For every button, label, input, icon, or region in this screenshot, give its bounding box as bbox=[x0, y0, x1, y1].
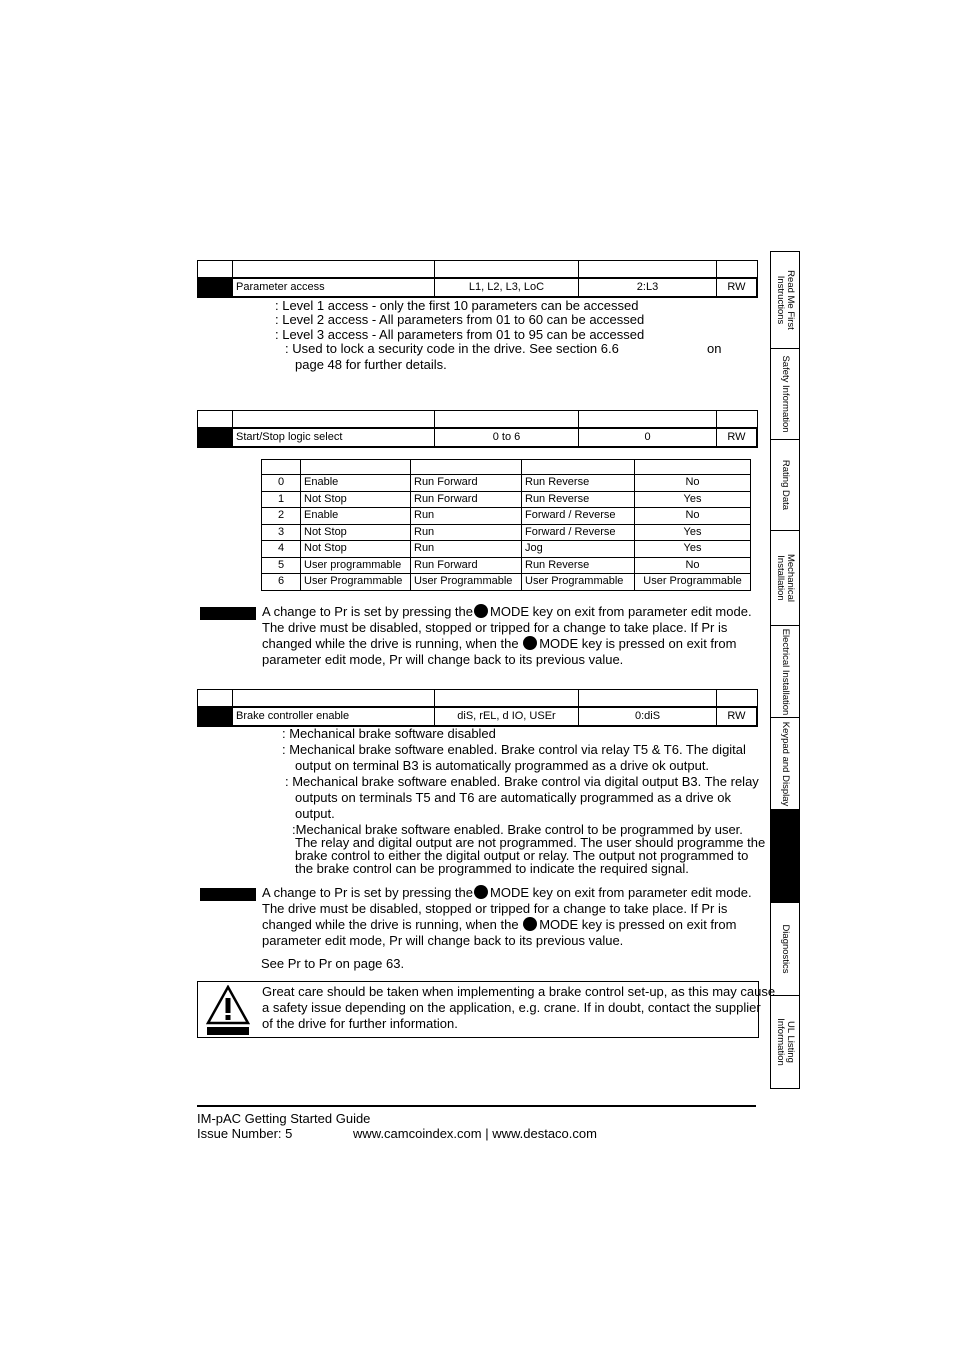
table-row: 6 User Programmable User Programmable User Programmable User Programmable bbox=[262, 574, 751, 591]
parameter-range: diS, rEL, d IO, USEr bbox=[434, 708, 578, 725]
note-line: The drive must be disabled, stopped or tripped for a change to take place. If Pr is bbox=[262, 901, 728, 916]
loc-desc: : Used to lock a security code in the drive. See section 6.6 bbox=[285, 341, 619, 356]
parameter-range: L1, L2, L3, LoC bbox=[434, 279, 578, 296]
tab-mechanical-installation[interactable]: Mechanical Installation bbox=[771, 531, 799, 626]
parameter-number-cell bbox=[198, 279, 232, 296]
footer-rule bbox=[197, 1105, 756, 1107]
logic-select-table bbox=[261, 459, 751, 591]
brake-desc: outputs on terminals T5 and T6 are automatically programmed as a drive ok bbox=[295, 790, 731, 805]
parameter-rw: RW bbox=[716, 279, 756, 296]
mode-key-icon bbox=[523, 636, 537, 650]
mode-key-icon bbox=[523, 917, 537, 931]
brake-desc: :Mechanical brake software enabled. Brake control to be programmed by user. bbox=[292, 822, 743, 837]
table-row: 1 Not Stop Run Forward Run Reverse Yes bbox=[262, 491, 751, 508]
section-tabs bbox=[770, 251, 800, 1089]
parameter-range: 0 to 6 bbox=[434, 429, 578, 446]
note-label-bar bbox=[200, 888, 256, 901]
table-row: 0 Enable Run Forward Run Reverse No bbox=[262, 475, 751, 492]
parameter-default: 0:diS bbox=[578, 708, 716, 725]
footer-website: www.camcoindex.com | www.destaco.com bbox=[353, 1126, 597, 1141]
footer-title: IM-pAC Getting Started Guide bbox=[197, 1111, 371, 1126]
loc-desc-cont: page 48 for further details. bbox=[295, 357, 447, 372]
footer-issue: Issue Number: 5 bbox=[197, 1126, 293, 1141]
brake-desc: : Mechanical brake software enabled. Brake control via digital output B3. The relay bbox=[285, 774, 759, 789]
mode-key-icon bbox=[474, 604, 488, 618]
tab-keypad-and-display[interactable]: Keypad and Display bbox=[771, 718, 799, 810]
parameter-name: Brake controller enable bbox=[232, 708, 434, 725]
parameter-number-cell bbox=[198, 708, 232, 725]
warning-line: Great care should be taken when implementing a brake control set-up, as this may cause bbox=[262, 984, 776, 999]
brake-desc: output on terminal B3 is automatically programmed as a drive ok output. bbox=[295, 758, 710, 773]
table-header-row bbox=[262, 460, 751, 475]
brake-desc: brake control to either the digital output or relay. The output not programmed to bbox=[295, 848, 749, 863]
note-line: parameter edit mode, Pr will change back to its previous value. bbox=[262, 652, 624, 667]
tab-safety-information[interactable]: Safety Information bbox=[771, 349, 799, 440]
table-row: 5 User programmable Run Forward Run Reverse No bbox=[262, 557, 751, 574]
parameter-rw: RW bbox=[716, 429, 756, 446]
tab-electrical-installation[interactable]: Electrical Installation bbox=[771, 626, 799, 718]
note-line: parameter edit mode, Pr will change back to its previous value. bbox=[262, 933, 624, 948]
tab-diagnostics[interactable]: Diagnostics bbox=[771, 903, 799, 996]
level2-desc: : Level 2 access - All parameters from 01 to 60 can be accessed bbox=[275, 312, 645, 327]
warning-line: of the drive for further information. bbox=[262, 1016, 458, 1031]
mode-key-icon bbox=[474, 885, 488, 899]
note-line: changed while the drive is running, when the MODE key is pressed on exit from bbox=[262, 917, 737, 932]
parameter-number-cell bbox=[198, 429, 232, 446]
note-line: A change to Pr is set by pressing the MODE key on exit from parameter edit mode. bbox=[262, 604, 752, 619]
brake-desc: output. bbox=[295, 806, 335, 821]
parameter-default: 0 bbox=[578, 429, 716, 446]
tab-read-me-first[interactable]: Read Me First Instructions bbox=[771, 252, 799, 349]
brake-desc: : Mechanical brake software enabled. Brake control via relay T5 & T6. The digital bbox=[282, 742, 746, 757]
parameter-rw: RW bbox=[716, 708, 756, 725]
table-row: 3 Not Stop Run Forward / Reverse Yes bbox=[262, 524, 751, 541]
tab-ul-listing-information[interactable]: UL Listing Information bbox=[775, 1018, 796, 1066]
tab-current-section[interactable] bbox=[771, 810, 799, 903]
tab-rating-data[interactable]: Rating Data bbox=[771, 440, 799, 531]
loc-desc-on: on bbox=[707, 341, 722, 356]
see-reference: See Pr to Pr on page 63. bbox=[261, 956, 405, 971]
parameter-default: 2:L3 bbox=[578, 279, 716, 296]
table-row: 4 Not Stop Run Jog Yes bbox=[262, 541, 751, 558]
level3-desc: : Level 3 access - All parameters from 01 to 95 can be accessed bbox=[275, 327, 645, 342]
table-row: 2 Enable Run Forward / Reverse No bbox=[262, 508, 751, 525]
brake-desc: : Mechanical brake software disabled bbox=[282, 726, 496, 741]
warning-box bbox=[197, 981, 776, 1038]
parameter-name: Start/Stop logic select bbox=[232, 429, 434, 446]
note-line: The drive must be disabled, stopped or tripped for a change to take place. If Pr is bbox=[262, 620, 728, 635]
level1-desc: : Level 1 access - only the first 10 parameters can be accessed bbox=[275, 298, 639, 313]
warning-line: a safety issue depending on the application, e.g. crane. If in doubt, contact the supplier bbox=[262, 1000, 761, 1015]
brake-desc: The relay and digital output are not programmed. The user should programme the bbox=[295, 835, 766, 850]
note-line: A change to Pr is set by pressing the MODE key on exit from parameter edit mode. bbox=[262, 885, 752, 900]
note-label-bar bbox=[200, 607, 256, 620]
note-line: changed while the drive is running, when the MODE key is pressed on exit from bbox=[262, 636, 737, 651]
warning-triangle-icon bbox=[206, 985, 250, 1035]
parameter-name: Parameter access bbox=[232, 279, 434, 296]
brake-desc: the brake control can be programmed to indicate the required signal. bbox=[295, 861, 689, 876]
